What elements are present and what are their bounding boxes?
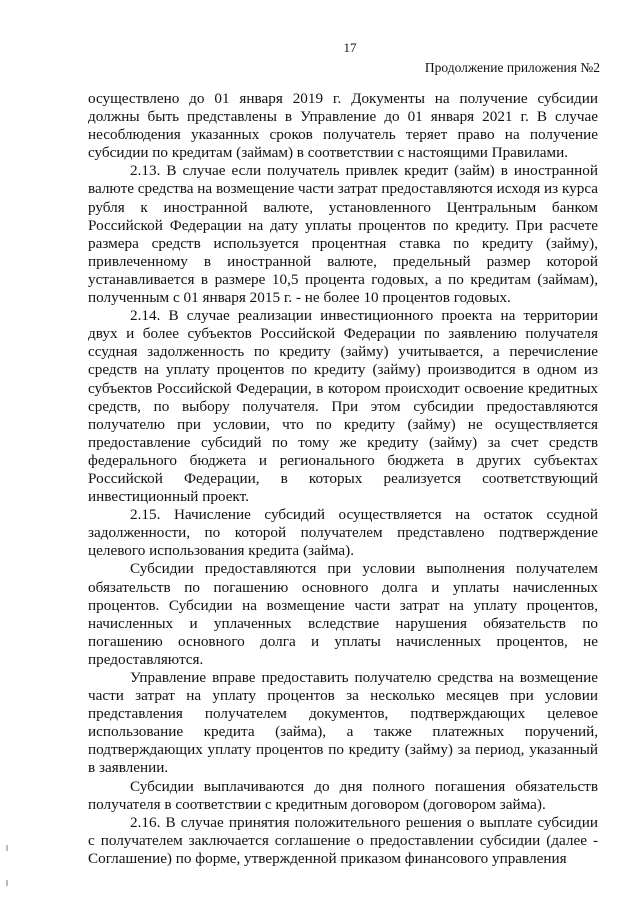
document-body — [88, 90, 598, 868]
paragraph-continuation: осуществлено до 01 января 2019 г. Документы на получение субсидии должны быть представлены в Управление до 01 января 2021 г. В случае несоблюдения указанных сроков получатель теряет право на получение субсидии по кредитам (займам) в соответствии с настоящими Правилами. — [88, 90, 598, 162]
running-title: Продолжение приложения №2 — [424, 60, 600, 75]
paragraph-2-14: 2.14. В случае реализации инвестиционного проекта на территории двух и более субъектов Российской Федерации по заявлению получателя ссудная задолженность по кредиту (займу) учитывается, а перечисление средств на уплату процентов по кредиту (займу) производится в одном из субъектов Российской Федерации, в котором происходит освоение кредитных средств, по выбору получателя. При этом субсидии предоставляются получателю при условии, что по кредиту (займу) не осуществляется предоставление субсидий по тому же кредиту (займу) за счет средств федерального бюджета и регионального бюджета в других субъектах Российской Федерации, в которых реализуется соответствующий инвестиционный проект. — [88, 307, 598, 506]
paragraph-2-15: 2.15. Начисление субсидий осуществляется на остаток ссудной задолженности, по которой получателем представлено подтверждение целевого использования кредита (займа). — [88, 506, 598, 560]
paragraph-management-rights: Управление вправе предоставить получателю средства на возмещение части затрат на уплату процентов за несколько месяцев при условии представления получателем документов, подтверждающих целевое использование кредита (займа), а также платежных поручений, подтверждающих уплату процентов по кредиту (займу) за период, указанный в заявлении. — [88, 669, 598, 777]
scan-margin-mark — [6, 880, 8, 886]
paragraph-subsidy-payment: Субсидии выплачиваются до дня полного погашения обязательств получателя в соответствии с кредитным договором (договором займа). — [88, 777, 598, 813]
paragraph-subsidy-conditions: Субсидии предоставляются при условии выполнения получателем обязательств по погашению основного долга и уплаты начисленных процентов. Субсидии на возмещение части затрат на уплату процентов, начисленных и уплаченных вследствие нарушения обязательств по погашению основного долга и уплаты начисленных процентов, не предоставляются. — [88, 560, 598, 668]
scan-margin-mark — [6, 845, 8, 851]
page-number: 17 — [343, 40, 357, 55]
paragraph-2-16: 2.16. В случае принятия положительного решения о выплате субсидии с получателем заключается соглашение о предоставлении субсидии (далее - Соглашение) по форме, утвержденной приказом финансового управления — [88, 813, 598, 867]
paragraph-2-13: 2.13. В случае если получатель привлек кредит (займ) в иностранной валюте средства на возмещение части затрат предоставляются исходя из курса рубля к иностранной валюте, установленного Центральным банком Российской Федерации на дату уплаты процентов по кредиту. При расчете размера средств используется процентная ставка по кредиту (займу), привлеченному в иностранной валюте, предельный размер которой устанавливается в размере 10,5 процента годовых, а по кредитам (займам), полученным с 01 января 2015 г. - не более 10 процентов годовых. — [88, 162, 598, 307]
